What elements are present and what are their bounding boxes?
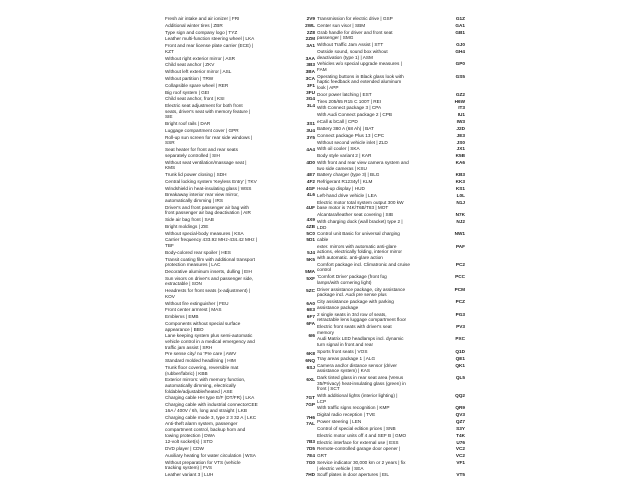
- option-description: Roll-up sun screen for rear side windows | SSR: [165, 134, 253, 146]
- option-entry: [165, 103, 315, 120]
- option-entry: [317, 112, 465, 118]
- option-description: Operating buttons in Black glass look with haptic feedback and extended aluminum look | APP: [317, 73, 404, 90]
- option-entry: [317, 92, 465, 98]
- option-description: Bright roof rails | DAR: [165, 121, 211, 127]
- option-code: 7GP: [305, 402, 315, 408]
- option-description: Without partition | TRW: [165, 75, 214, 81]
- option-code: 6I6: [308, 333, 315, 339]
- option-entry: [165, 224, 315, 230]
- option-entry: [317, 405, 465, 411]
- option-description: Child seat anchor, front | KSI: [165, 96, 225, 102]
- option-code: 5D1: [306, 237, 315, 243]
- option-description: Alcantara/leather seat covering | SIB: [317, 212, 393, 218]
- option-entry: [317, 16, 465, 22]
- option-code: 2ZM: [305, 36, 315, 42]
- option-code: 4GF: [305, 185, 315, 191]
- option-code: 3CA: [305, 75, 315, 81]
- option-description: Lane keeping system plus semi-automatic vehicle control in a medical emergency and traffic jam assist | SRH: [165, 333, 255, 350]
- option-entry: [317, 30, 465, 41]
- option-entry: [165, 36, 315, 42]
- option-code: KK3: [455, 179, 465, 185]
- option-entry: [165, 250, 315, 256]
- option-code: 3A1: [306, 43, 315, 49]
- option-entry: [165, 288, 315, 299]
- option-description: DVD player | CDW: [165, 446, 204, 452]
- option-entry: [317, 299, 465, 310]
- option-description: Anti-theft alarm system, passenger compartment control, backup horn and towing protection | DWA: [165, 421, 246, 438]
- option-entry: [165, 160, 315, 171]
- option-description: With traffic signs recognition | KMP: [317, 405, 390, 411]
- option-entry: [317, 42, 465, 48]
- option-entry: [165, 333, 315, 350]
- option-entry: [317, 287, 465, 298]
- option-description: Without seat ventilation/massage seat | KMS: [165, 159, 247, 171]
- option-description: With oil cooler | SKA: [317, 146, 360, 152]
- option-description: With front and rear view camera system and two side cameras | KSU: [317, 160, 409, 171]
- option-code: GA1: [455, 22, 465, 28]
- option-description: Front center armrest | MAS: [165, 307, 222, 313]
- option-entry: [165, 62, 315, 68]
- option-description: Charging cable mode 3, type 2 3 32 A | LKC: [165, 414, 257, 420]
- option-entry: [317, 212, 465, 218]
- option-description: Exterior mirrors: with memory function, automatically dimming, electrically foldable/adjustable/heated | ASE: [165, 377, 246, 394]
- option-entry: [317, 426, 465, 432]
- option-code: G1Z: [455, 16, 465, 21]
- option-description: Camera and/or distance sensor (driver assistance system) | KAS: [317, 362, 397, 374]
- option-description: Components without special surface appearance | BBO: [165, 321, 241, 332]
- option-code: 3G4: [306, 96, 315, 102]
- option-entry: [165, 365, 315, 376]
- option-entry: [165, 121, 315, 127]
- option-code: 4D0: [306, 159, 315, 165]
- option-description: With Connect package 3 | CPA: [317, 105, 382, 111]
- option-code: 5K5: [306, 256, 315, 262]
- option-entry: [317, 349, 465, 355]
- option-description: Child seat anchor | ZKV: [165, 62, 215, 68]
- option-description: Windshield in heat-insulating glass | WSS: [165, 185, 252, 191]
- option-code: 3U4: [306, 127, 315, 133]
- option-entry: [165, 314, 315, 320]
- option-entry: [165, 415, 315, 421]
- option-description: Headrests for front seats (x-adjustment) | KOV: [165, 288, 251, 299]
- option-code: VC2: [455, 446, 465, 452]
- option-code: J2D: [456, 125, 465, 131]
- option-description: Battery 380 A (68 Ah) | BAT: [317, 125, 374, 131]
- option-description: GRT: [317, 453, 327, 459]
- option-description: Left-hand drive vehicle | LEA: [317, 192, 377, 198]
- option-description: Comfort package incl. Climatronic and cruise control: [317, 261, 411, 273]
- option-code: 3L4: [306, 103, 315, 109]
- option-code: 7AL: [306, 421, 315, 427]
- option-code: 3FU: [306, 89, 315, 95]
- option-description: City assistance package with parking assistance package: [317, 299, 394, 310]
- option-code: PV3: [456, 324, 465, 329]
- option-entry: [317, 244, 465, 261]
- option-code: K5B: [455, 153, 465, 159]
- option-code: VC2: [455, 453, 465, 459]
- option-entry: [317, 140, 465, 146]
- option-entry: [317, 460, 465, 471]
- option-code: GS5: [455, 73, 465, 79]
- option-description: Carrier frequency 433.92 MHz-434.42 MHz | TBF: [165, 237, 258, 249]
- option-code: VT5: [456, 472, 465, 478]
- option-description: Audi Matrix LED headlamps incl. dynamic turn signal in front and rear: [317, 336, 404, 348]
- option-description: Seat heater for front and rear seats separately controlled | SIH: [165, 147, 238, 158]
- option-code: GB1: [455, 29, 465, 35]
- option-description: Center sun visor | SBM: [317, 22, 366, 28]
- option-description: Emblems | EMB: [165, 314, 199, 320]
- option-entry: [317, 186, 465, 192]
- option-code: 7H6: [306, 414, 315, 420]
- option-description: Transmission for electric drive | GSP: [317, 16, 393, 21]
- option-code: 6NQ: [305, 358, 315, 364]
- option-description: Without right exterior mirror | ASR: [165, 55, 235, 61]
- option-code: IU1: [457, 112, 465, 118]
- option-code: GJ0: [456, 42, 465, 48]
- option-entry: [165, 69, 315, 75]
- option-code: KS1: [455, 186, 465, 192]
- option-description: Digital radio reception | TVE: [317, 412, 376, 418]
- option-code: 5C0: [306, 230, 315, 236]
- option-code: 6F7: [306, 314, 315, 320]
- option-description: Sports front seats | VOS: [317, 348, 368, 354]
- option-code: 4E7: [306, 171, 315, 177]
- option-description: Trunk lid power closing | SDH: [165, 171, 227, 177]
- option-entry: [165, 460, 315, 471]
- option-description: With Audi Connect package 2 | CPB: [317, 112, 392, 118]
- option-code: 4A4: [306, 147, 315, 153]
- option-entry: [165, 402, 315, 413]
- option-code: 6SJ: [306, 364, 315, 370]
- option-description: Door power latching | EST: [317, 91, 372, 97]
- option-code: PCM: [454, 286, 465, 292]
- option-code: 5J4: [307, 249, 315, 255]
- option-code: 4X9: [306, 217, 315, 223]
- option-code: GH4: [455, 48, 465, 54]
- option-entry: [165, 377, 315, 394]
- option-entry: [317, 49, 465, 60]
- option-code: 6K8: [306, 351, 315, 357]
- option-description: Fresh air intake and air ionizer | FRI: [165, 16, 240, 21]
- option-description: Grab handle for driver and front seat passenger | SMG: [317, 29, 393, 41]
- option-entry: [165, 307, 315, 313]
- option-entry: [165, 96, 315, 102]
- option-entry: [317, 172, 465, 178]
- option-description: Tray areas package 1 | ALG: [317, 355, 376, 361]
- option-entry: [317, 179, 465, 185]
- option-entry: [317, 219, 465, 230]
- option-code: QR9: [455, 405, 465, 411]
- option-code: 4L6: [306, 192, 315, 198]
- option-description: Control of special edition prices | SNB: [317, 425, 396, 431]
- option-description: Without second vehicle inlet | ZLD: [317, 139, 388, 145]
- option-code: 5ZC: [306, 288, 315, 294]
- option-entry: [165, 56, 315, 62]
- option-description: Charging cable with industrial connectorCEE 16A / 400V / 6h, long and straight | LKB: [165, 402, 258, 413]
- option-code: QE1: [455, 355, 465, 361]
- option-description: Service indicator 30,000 km or 2 years | fix | electric vehicle | SEA: [317, 459, 406, 471]
- option-description: Additional winter tires | ZBR: [165, 22, 223, 28]
- option-code: 5MA: [305, 269, 315, 275]
- option-description: Tires 205/65 R15 C 100T | REI: [317, 98, 382, 104]
- option-description: Leather variant 3 | LUH: [165, 472, 214, 478]
- option-entry: [165, 83, 315, 89]
- option-entry: [165, 472, 315, 478]
- option-code: PCZ: [455, 299, 465, 305]
- option-entry: [165, 30, 315, 36]
- option-description: 12-volt socket(s) | STD: [165, 439, 213, 445]
- option-description: eCall & bCall | CPD: [317, 119, 358, 125]
- option-description: Power steering | LEN: [317, 419, 362, 425]
- option-code: 3BA: [305, 69, 315, 75]
- option-description: Standard molded headlining | HIM: [165, 358, 236, 364]
- option-entry: [165, 257, 315, 268]
- option-entry: [317, 231, 465, 242]
- option-code: QQ2: [455, 392, 465, 398]
- option-code: 6XL: [306, 377, 315, 383]
- option-entry: [165, 231, 315, 237]
- option-description: Without left exterior mirror | ASL: [165, 69, 232, 75]
- option-description: Electric motor units off 4 and SEF B | GMO: [317, 432, 407, 438]
- option-entry: [317, 105, 465, 111]
- option-entry: [317, 200, 465, 211]
- option-entry: [317, 262, 465, 273]
- option-description: Without fire extinguisher | FEU: [165, 300, 229, 306]
- option-description: Auxiliary heating for water circulation | WSA: [165, 452, 256, 458]
- option-entry: [165, 395, 315, 401]
- option-description: Driver's and front passenger air bag with front passenger air bag deactivation | AIR: [165, 204, 251, 216]
- option-description: Charging cable HH type E/F (DT/FR) | LKA: [165, 395, 255, 401]
- options-column-right: [317, 16, 465, 478]
- option-description: Luggage compartment cover | GPR: [165, 127, 239, 133]
- option-description: Dark tinted glass in rear seat area (Venus 35/Privacy) heat-insulating glass (green) in front | SCT: [317, 374, 406, 392]
- option-entry: [317, 99, 465, 105]
- option-code: 3Y5: [306, 134, 315, 140]
- option-entry: [165, 358, 315, 364]
- option-entry: [317, 324, 465, 335]
- option-entry: [317, 312, 465, 323]
- option-description: Battery charger (type 3) | BLG: [317, 172, 380, 178]
- option-entry: [317, 433, 465, 439]
- option-entry: [317, 153, 465, 159]
- option-entry: [165, 172, 315, 178]
- option-entry: [165, 43, 315, 54]
- option-code: 5XF: [306, 275, 315, 281]
- option-description: Central locking system 'Keyless Entry' | TKV: [165, 178, 257, 184]
- option-description: Decorative aluminum inserts, dulling | EIH: [165, 269, 252, 275]
- option-description: Leather multi-function steering wheel | LKA: [165, 36, 255, 42]
- option-code: 4ZB: [306, 223, 315, 229]
- option-description: Bright moldings | ZIE: [165, 223, 209, 229]
- option-entry: [317, 472, 465, 478]
- option-entry: [317, 356, 465, 362]
- option-code: N7K: [455, 212, 465, 218]
- option-entry: [317, 146, 465, 152]
- option-entry: [317, 453, 465, 459]
- option-description: Electric front seats with driver's seat memory: [317, 324, 392, 335]
- option-description: Connect package Plus 13 | CPC: [317, 132, 385, 138]
- option-entry: [165, 23, 315, 29]
- option-entry: [317, 446, 465, 452]
- option-entry: [165, 321, 315, 332]
- option-description: Electric motor total system output 300 kW base motor is 74K/T6B/T83 | MOT: [317, 199, 404, 211]
- option-description: Collapsible spare wheel | RER: [165, 82, 229, 88]
- option-description: 'Comfort Drive' package (front fog lamps/with cornering light): [317, 274, 387, 285]
- option-code: PCC: [455, 274, 465, 280]
- option-description: Body-colored rear spoiler | HES: [165, 249, 231, 255]
- option-entry: [165, 421, 315, 438]
- option-description: Control unit Basic for universal charging cable: [317, 231, 400, 243]
- option-code: KA6: [455, 160, 465, 166]
- option-description: With additional lights (interior lighting) | LCP: [317, 392, 398, 404]
- option-description: Electric interface for external use | ESS: [317, 439, 399, 445]
- option-entry: [165, 147, 315, 158]
- option-description: Outside sound, sound box without deactivation (type 1) | ASM: [317, 48, 388, 60]
- option-entry: [165, 453, 315, 459]
- option-code: QZ7: [455, 419, 465, 425]
- option-code: S3Y: [456, 425, 465, 431]
- option-code: QK1: [455, 362, 465, 368]
- option-code: 7GT: [305, 395, 315, 401]
- option-entry: [317, 61, 465, 72]
- option-description: Driver assistance package, city assistance package incl. Audi pre sense plus: [317, 286, 406, 298]
- option-entry: [165, 276, 315, 287]
- option-code: 7G0: [306, 459, 315, 465]
- option-code: PAF: [455, 243, 465, 249]
- option-entry: [317, 393, 465, 404]
- option-code: GP0: [455, 61, 465, 67]
- option-code: 6E3: [306, 307, 315, 313]
- option-entry: [165, 76, 315, 82]
- option-description: Trunk floor covering, reversible mat (rubber/fabric) | KBB: [165, 364, 239, 376]
- option-entry: [317, 126, 465, 132]
- option-code: L0L: [456, 192, 465, 198]
- option-code: JX1: [456, 146, 465, 152]
- option-description: Transit coating film with additional transport protection measures | LAC: [165, 256, 255, 268]
- option-description: Big roof system | GEI: [165, 89, 210, 95]
- option-code: IW3: [456, 119, 465, 125]
- option-code: H6W: [454, 98, 465, 104]
- option-entry: [317, 419, 465, 425]
- option-description: 2 single seats in 3rd row of seats, retractable lens luggage compartment floor: [317, 311, 407, 323]
- option-code: VF1: [456, 459, 465, 465]
- option-entry: [165, 269, 315, 275]
- option-entry: [165, 439, 315, 445]
- option-description: Vehicles w/o special upgrade measures | FAM: [317, 61, 402, 72]
- option-entry: [165, 128, 315, 134]
- option-entry: [317, 193, 465, 199]
- option-entry: [165, 16, 315, 22]
- option-code: 7D5: [306, 446, 315, 452]
- option-entry: [317, 74, 465, 91]
- option-entry: [317, 133, 465, 139]
- option-description: With charging dock (wall bracket) type 2 | LDD: [317, 219, 403, 230]
- option-code: PC2: [455, 261, 465, 267]
- option-code: 3S1: [306, 121, 315, 127]
- option-code: 7B3: [306, 439, 315, 445]
- option-description: Front and rear license plate carrier (ECE) | KZT: [165, 43, 254, 54]
- option-entry: [317, 440, 465, 446]
- option-description: exter. mirrors with automatic anti-glare actions, electrically folding, interior mirror with automatic. anti-glare action: [317, 243, 402, 261]
- option-entry: [165, 135, 315, 146]
- option-code: T4K: [456, 432, 465, 438]
- option-description: Without Traffic Jam Assist | STT: [317, 42, 384, 48]
- option-entry: [317, 363, 465, 374]
- option-entry: [165, 205, 315, 216]
- option-description: Sun visors on driver's and passenger side, extractable | SON: [165, 275, 254, 287]
- option-code: U76: [456, 439, 465, 445]
- option-code: 4F2: [306, 178, 315, 184]
- option-code: JS0: [456, 139, 465, 145]
- option-entry: [165, 192, 315, 203]
- option-entry: [317, 119, 465, 125]
- option-description: Pre sense city/ no 'Pre care | AWV: [165, 351, 237, 357]
- option-code: 7HD: [305, 472, 315, 478]
- option-entry: [165, 179, 315, 185]
- option-entry: [317, 375, 465, 392]
- option-entry: [165, 217, 315, 223]
- option-description: Head-up display | HUD: [317, 186, 365, 192]
- option-code: 2V9: [306, 16, 315, 21]
- option-description: Without preparation for VTS (vehicle tracking system) | FVS: [165, 459, 241, 471]
- option-code: 6FA: [306, 321, 315, 327]
- option-description: Side air bag front | SAB: [165, 217, 214, 223]
- option-description: Breakaway interior rear view mirror, automatically dimming | IRS: [165, 192, 239, 203]
- option-description: Electric seat adjustment for both front seats, driver's seat with memory feature | SIE: [165, 103, 251, 120]
- option-code: 2WL: [305, 22, 315, 28]
- option-description: Remote-controlled garage door opener |: [317, 446, 401, 452]
- option-code: JE3: [456, 132, 465, 138]
- option-entry: [317, 336, 465, 347]
- option-code: 4UF: [306, 204, 315, 210]
- option-entry: [165, 351, 315, 357]
- option-code: QV3: [455, 412, 465, 418]
- option-entry: [317, 23, 465, 29]
- option-code: PG3: [455, 311, 465, 317]
- option-code: NW1: [454, 231, 465, 237]
- option-entry: [165, 186, 315, 192]
- option-entry: [317, 160, 465, 171]
- option-code: Q1D: [455, 348, 465, 354]
- option-entry: [165, 446, 315, 452]
- option-description: Refrigerant R1234yf | KLM: [317, 179, 373, 185]
- option-entry: [165, 237, 315, 248]
- option-code: 3AA: [305, 55, 315, 61]
- option-description: Body style variant 2 | KAR: [317, 153, 372, 159]
- option-code: QL5: [455, 374, 465, 380]
- option-entry: [165, 301, 315, 307]
- option-entry: [317, 412, 465, 418]
- option-description: Without special-body measures | KSA: [165, 230, 244, 236]
- options-column-left: [165, 16, 315, 478]
- option-description: Scuff plates in door apertures | EIL: [317, 472, 390, 478]
- option-description: Type sign and company logo | TYZ: [165, 29, 238, 35]
- option-code: 3F1: [306, 82, 315, 88]
- option-code: NJ2: [456, 219, 465, 225]
- option-code: 7E4: [306, 452, 315, 458]
- option-code: N1J: [456, 199, 465, 205]
- option-code: PXC: [455, 336, 465, 342]
- option-code: GZ2: [455, 91, 465, 97]
- option-code: KB3: [455, 172, 465, 178]
- option-entry: [317, 274, 465, 285]
- option-code: IT3: [458, 105, 465, 111]
- option-code: 3B3: [306, 62, 315, 68]
- option-code: 6A0: [306, 300, 315, 306]
- option-code: 2Z8: [306, 29, 315, 35]
- option-entry: [165, 90, 315, 96]
